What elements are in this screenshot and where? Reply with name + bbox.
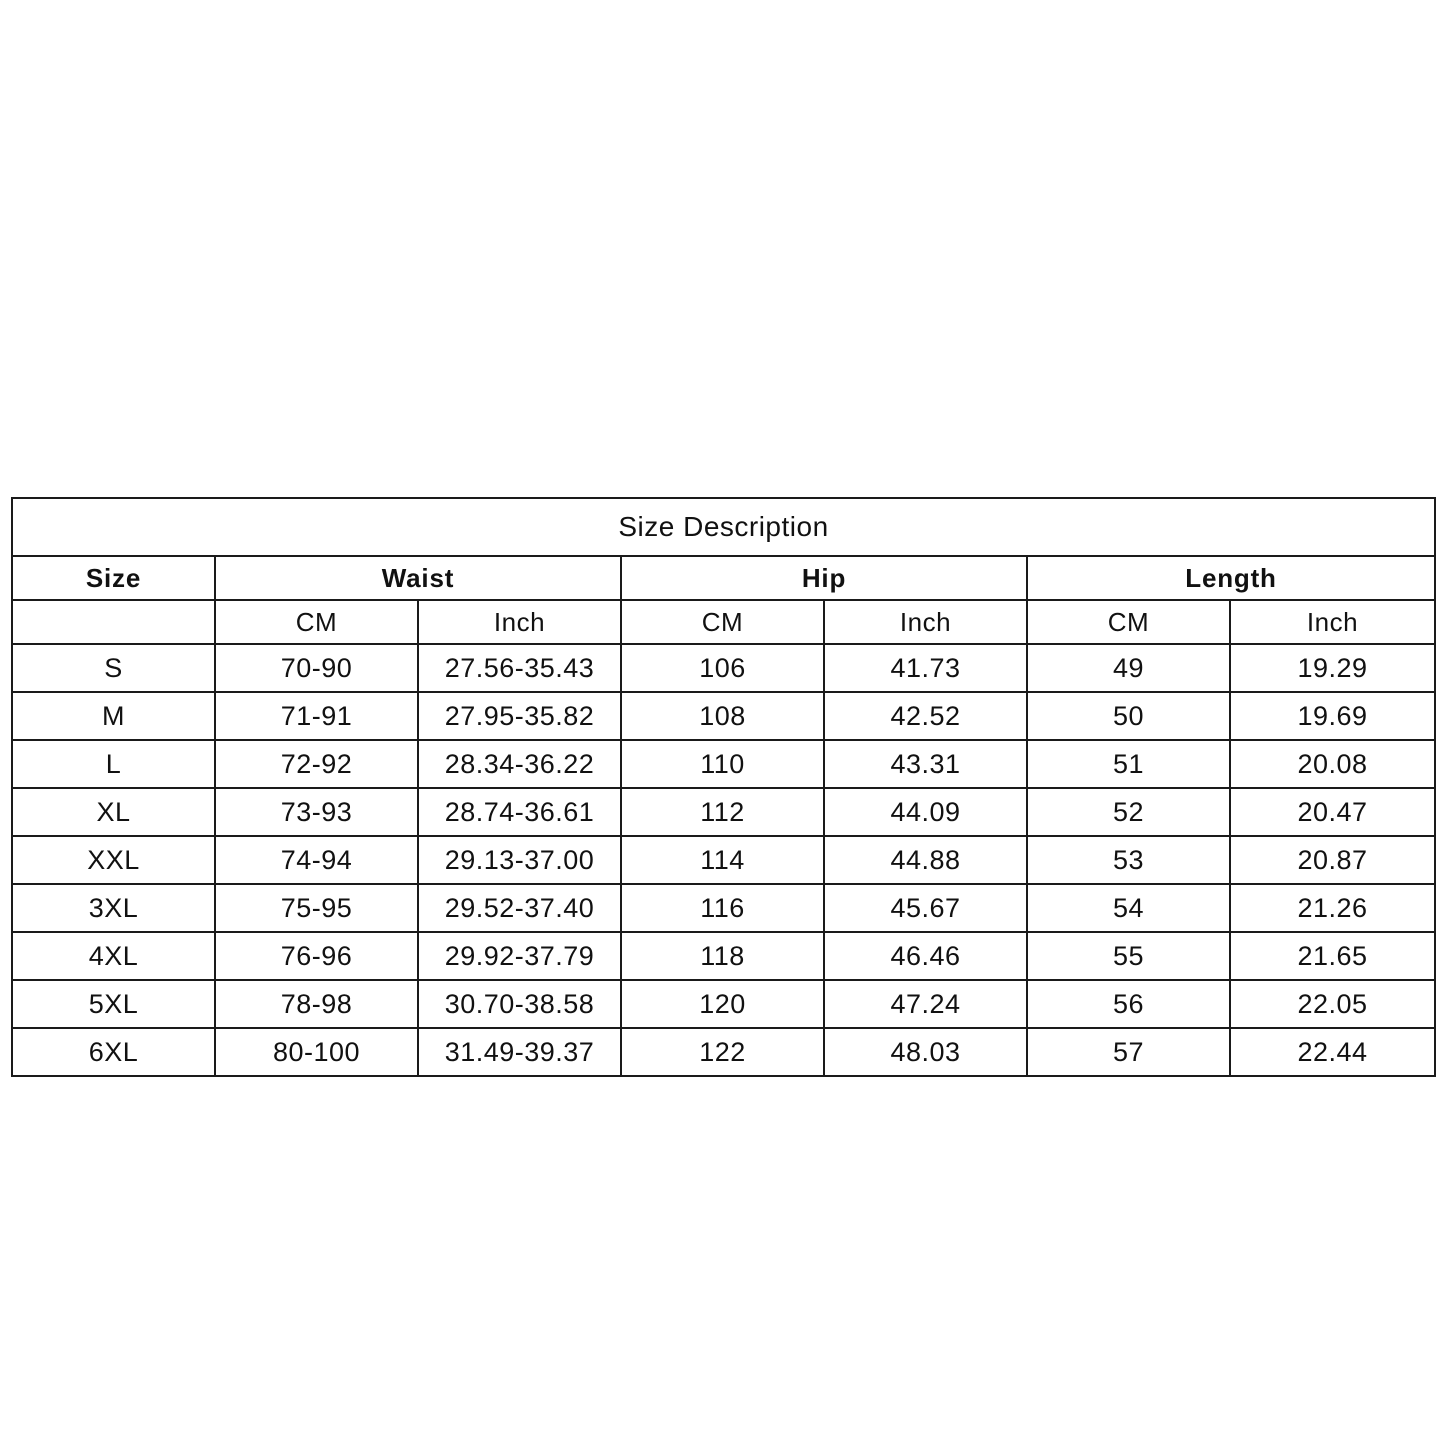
size-header: Size xyxy=(12,556,215,600)
length-inch-cell: 19.69 xyxy=(1230,692,1435,740)
waist-cm-cell: 72-92 xyxy=(215,740,418,788)
table-row xyxy=(12,884,1435,932)
waist-cm-cell: 78-98 xyxy=(215,980,418,1028)
waist-cm-cell: 74-94 xyxy=(215,836,418,884)
length-inch-cell: 20.08 xyxy=(1230,740,1435,788)
waist-inch-cell: 29.92-37.79 xyxy=(418,932,621,980)
hip-cm-cell: 108 xyxy=(621,692,824,740)
length-cm-cell: 55 xyxy=(1027,932,1230,980)
hip-inch-header: Inch xyxy=(824,600,1027,644)
table-row xyxy=(12,932,1435,980)
hip-inch-cell: 43.31 xyxy=(824,740,1027,788)
length-inch-cell: 21.65 xyxy=(1230,932,1435,980)
hip-cm-cell: 122 xyxy=(621,1028,824,1076)
length-cm-cell: 50 xyxy=(1027,692,1230,740)
hip-cm-cell: 114 xyxy=(621,836,824,884)
waist-cm-header: CM xyxy=(215,600,418,644)
waist-inch-cell: 27.95-35.82 xyxy=(418,692,621,740)
hip-inch-cell: 48.03 xyxy=(824,1028,1027,1076)
length-cm-cell: 52 xyxy=(1027,788,1230,836)
length-inch-cell: 22.05 xyxy=(1230,980,1435,1028)
size-chart-table xyxy=(11,497,1436,1077)
hip-cm-cell: 118 xyxy=(621,932,824,980)
hip-inch-cell: 44.09 xyxy=(824,788,1027,836)
waist-inch-cell: 29.52-37.40 xyxy=(418,884,621,932)
size-cell: 5XL xyxy=(12,980,215,1028)
length-inch-header: Inch xyxy=(1230,600,1435,644)
table-row xyxy=(12,692,1435,740)
hip-cm-cell: 116 xyxy=(621,884,824,932)
size-cell: L xyxy=(12,740,215,788)
length-cm-cell: 54 xyxy=(1027,884,1230,932)
table-body xyxy=(12,644,1435,1076)
unit-header-row xyxy=(12,600,1435,644)
table-row xyxy=(12,980,1435,1028)
waist-inch-cell: 29.13-37.00 xyxy=(418,836,621,884)
length-cm-cell: 53 xyxy=(1027,836,1230,884)
waist-cm-cell: 76-96 xyxy=(215,932,418,980)
waist-inch-cell: 30.70-38.58 xyxy=(418,980,621,1028)
hip-inch-cell: 46.46 xyxy=(824,932,1027,980)
hip-cm-header: CM xyxy=(621,600,824,644)
table-row xyxy=(12,644,1435,692)
waist-cm-cell: 80-100 xyxy=(215,1028,418,1076)
hip-inch-cell: 45.67 xyxy=(824,884,1027,932)
hip-inch-cell: 42.52 xyxy=(824,692,1027,740)
length-cm-cell: 56 xyxy=(1027,980,1230,1028)
size-cell: 6XL xyxy=(12,1028,215,1076)
hip-cm-cell: 110 xyxy=(621,740,824,788)
table-title: Size Description xyxy=(12,498,1435,556)
hip-cm-cell: 106 xyxy=(621,644,824,692)
table-row xyxy=(12,1028,1435,1076)
table-row xyxy=(12,836,1435,884)
waist-cm-cell: 71-91 xyxy=(215,692,418,740)
title-row xyxy=(12,498,1435,556)
waist-inch-cell: 31.49-39.37 xyxy=(418,1028,621,1076)
size-cell: XXL xyxy=(12,836,215,884)
waist-cm-cell: 75-95 xyxy=(215,884,418,932)
hip-inch-cell: 44.88 xyxy=(824,836,1027,884)
length-cm-cell: 51 xyxy=(1027,740,1230,788)
waist-inch-cell: 28.74-36.61 xyxy=(418,788,621,836)
table-row xyxy=(12,740,1435,788)
size-cell: XL xyxy=(12,788,215,836)
length-inch-cell: 21.26 xyxy=(1230,884,1435,932)
waist-inch-cell: 28.34-36.22 xyxy=(418,740,621,788)
waist-cm-cell: 73-93 xyxy=(215,788,418,836)
length-cm-cell: 49 xyxy=(1027,644,1230,692)
waist-header: Waist xyxy=(215,556,621,600)
unit-header-empty xyxy=(12,600,215,644)
waist-inch-header: Inch xyxy=(418,600,621,644)
group-header-row xyxy=(12,556,1435,600)
length-header: Length xyxy=(1027,556,1435,600)
length-inch-cell: 19.29 xyxy=(1230,644,1435,692)
length-inch-cell: 20.87 xyxy=(1230,836,1435,884)
size-cell: 3XL xyxy=(12,884,215,932)
table-row xyxy=(12,788,1435,836)
hip-inch-cell: 41.73 xyxy=(824,644,1027,692)
hip-inch-cell: 47.24 xyxy=(824,980,1027,1028)
length-cm-header: CM xyxy=(1027,600,1230,644)
waist-cm-cell: 70-90 xyxy=(215,644,418,692)
hip-header: Hip xyxy=(621,556,1027,600)
length-inch-cell: 22.44 xyxy=(1230,1028,1435,1076)
length-inch-cell: 20.47 xyxy=(1230,788,1435,836)
size-cell: 4XL xyxy=(12,932,215,980)
hip-cm-cell: 120 xyxy=(621,980,824,1028)
size-cell: M xyxy=(12,692,215,740)
waist-inch-cell: 27.56-35.43 xyxy=(418,644,621,692)
length-cm-cell: 57 xyxy=(1027,1028,1230,1076)
hip-cm-cell: 112 xyxy=(621,788,824,836)
size-cell: S xyxy=(12,644,215,692)
